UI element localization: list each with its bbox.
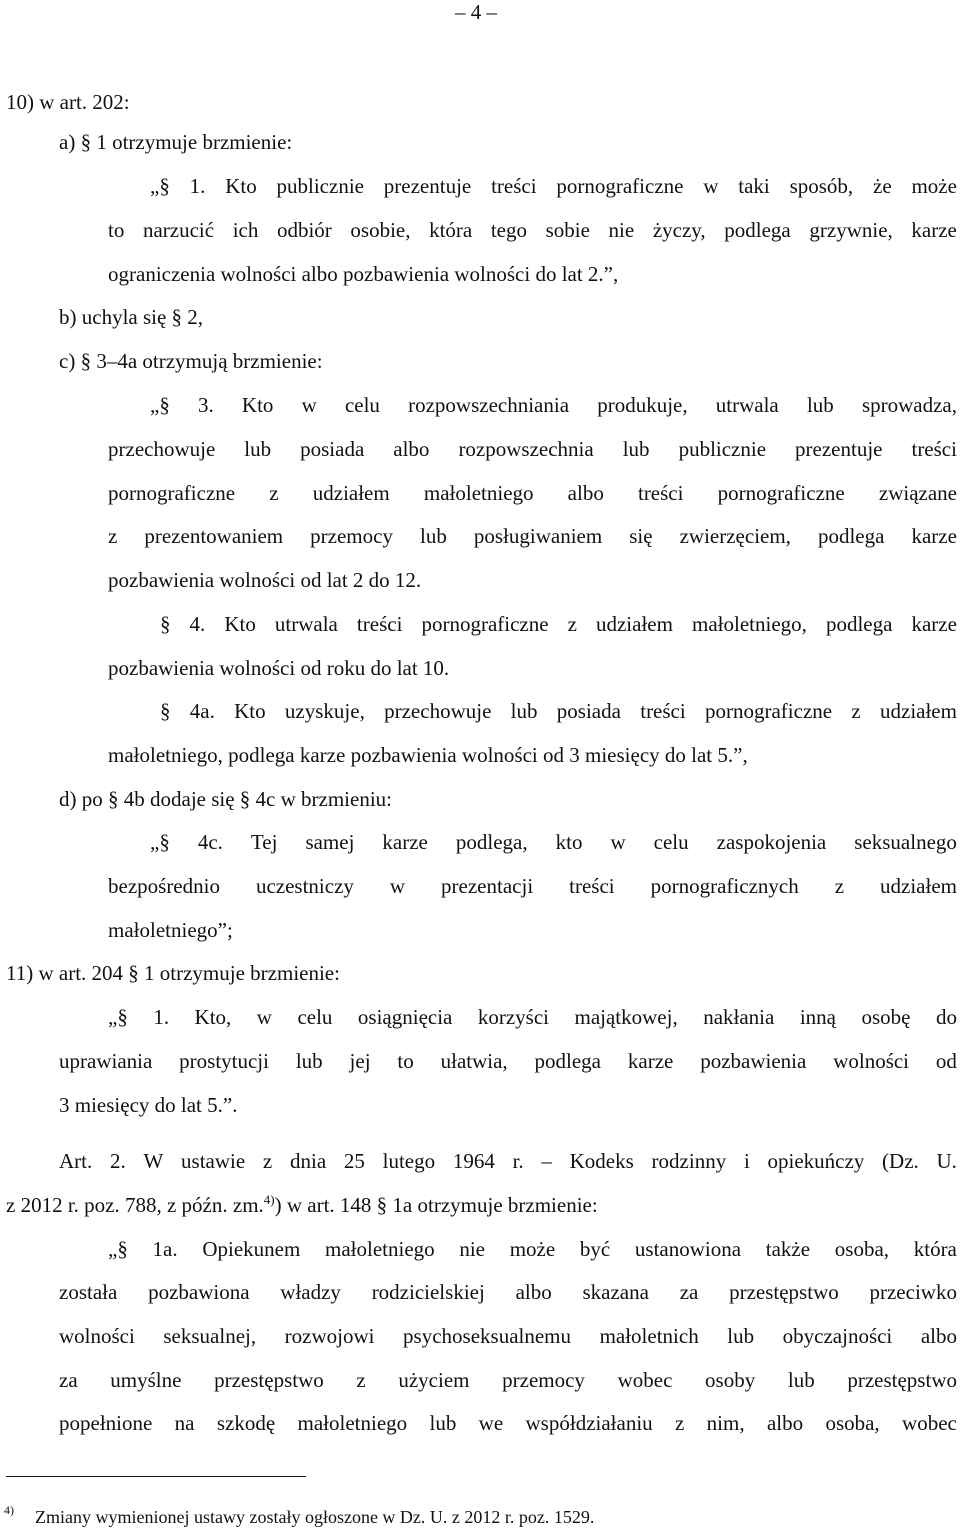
footnote-text: Zmiany wymienionej ustawy zostały ogłoszone w Dz. U. z 2012 r. poz. 1529. (35, 1507, 595, 1527)
subitem-c: c) § 3–4a otrzymują brzmienie: (59, 349, 323, 373)
quoted-text-line: „§ 1a. Opiekunem małoletniego nie może być ustanowiona także osoba, która (108, 1237, 957, 1261)
quoted-text-line: „§ 1. Kto publicznie prezentuje treści pornograficzne w taki sposób, że może (150, 174, 957, 198)
article-2-heading-line: Art. 2. W ustawie z dnia 25 lutego 1964 r. – Kodeks rodzinny i opiekuńczy (Dz. U. (59, 1149, 957, 1173)
quoted-text-line: pornograficzne z udziałem małoletniego albo treści pornograficzne związane (108, 481, 957, 505)
subitem-d: d) po § 4b dodaje się § 4c w brzmieniu: (59, 787, 393, 811)
subitem-a: a) § 1 otrzymuje brzmienie: (59, 130, 293, 154)
footnote-marker: 4) (4, 1503, 14, 1517)
quoted-text-line: popełnione na szkodę małoletniego lub we współdziałaniu z nim, albo osoba, wobec (59, 1411, 957, 1435)
quoted-text-line: za umyślne przestępstwo z użyciem przemocy wobec osoby lub przestępstwo (59, 1368, 957, 1392)
citation-text-continued: ) w art. 148 § 1a otrzymuje brzmienie: (274, 1193, 598, 1217)
quoted-text-line: małoletniego”; (108, 918, 233, 942)
quoted-text-line: pozbawienia wolności od lat 2 do 12. (108, 568, 422, 592)
amendment-item-10: 10) w art. 202: (6, 90, 130, 114)
quoted-text-line: § 4. Kto utrwala treści pornograficzne z udziałem małoletniego, podlega karze (160, 612, 957, 636)
quoted-text-line: uprawiania prostytucji lub jej to ułatwia, podlega karze pozbawienia wolności od (59, 1049, 957, 1073)
subitem-b: b) uchyla się § 2, (59, 305, 204, 329)
citation-text: z 2012 r. poz. 788, z późn. zm. (6, 1193, 264, 1217)
quoted-text-line: ograniczenia wolności albo pozbawienia wolności do lat 2.”, (108, 262, 619, 286)
footnote-reference: 4) (263, 1192, 275, 1207)
footnote-separator (6, 1476, 306, 1477)
quoted-text-line: „§ 1. Kto, w celu osiągnięcia korzyści majątkowej, nakłania inną osobę do (108, 1005, 957, 1029)
page-number: – 4 – (455, 0, 497, 24)
quoted-text-line: „§ 4c. Tej samej karze podlega, kto w celu zaspokojenia seksualnego (150, 830, 957, 854)
quoted-text-line: małoletniego, podlega karze pozbawienia wolności od 3 miesięcy do lat 5.”, (108, 743, 748, 767)
quoted-text-line: pozbawienia wolności od roku do lat 10. (108, 656, 450, 680)
quoted-text-line: wolności seksualnej, rozwojowi psychoseksualnemu małoletnich lub obyczajności albo (59, 1324, 957, 1348)
quoted-text-line: 3 miesięcy do lat 5.”. (59, 1093, 238, 1117)
quoted-text-line: „§ 3. Kto w celu rozpowszechniania produkuje, utrwala lub sprowadza, (150, 393, 957, 417)
article-2-citation-line (6, 1193, 598, 1220)
quoted-text-line: została pozbawiona władzy rodzicielskiej albo skazana za przestępstwo przeciwko (59, 1280, 957, 1304)
quoted-text-line: z prezentowaniem przemocy lub posługiwaniem się zwierzęciem, podlega karze (108, 524, 957, 548)
quoted-text-line: to narzucić ich odbiór osobie, która tego sobie nie życzy, podlega grzywnie, karze (108, 218, 957, 242)
quoted-text-line: przechowuje lub posiada albo rozpowszechnia lub publicznie prezentuje treści (108, 437, 957, 461)
quoted-text-line: § 4a. Kto uzyskuje, przechowuje lub posiada treści pornograficzne z udziałem (160, 699, 957, 723)
amendment-item-11: 11) w art. 204 § 1 otrzymuje brzmienie: (6, 961, 340, 985)
quoted-text-line: bezpośrednio uczestniczy w prezentacji treści pornograficznych z udziałem (108, 874, 957, 898)
